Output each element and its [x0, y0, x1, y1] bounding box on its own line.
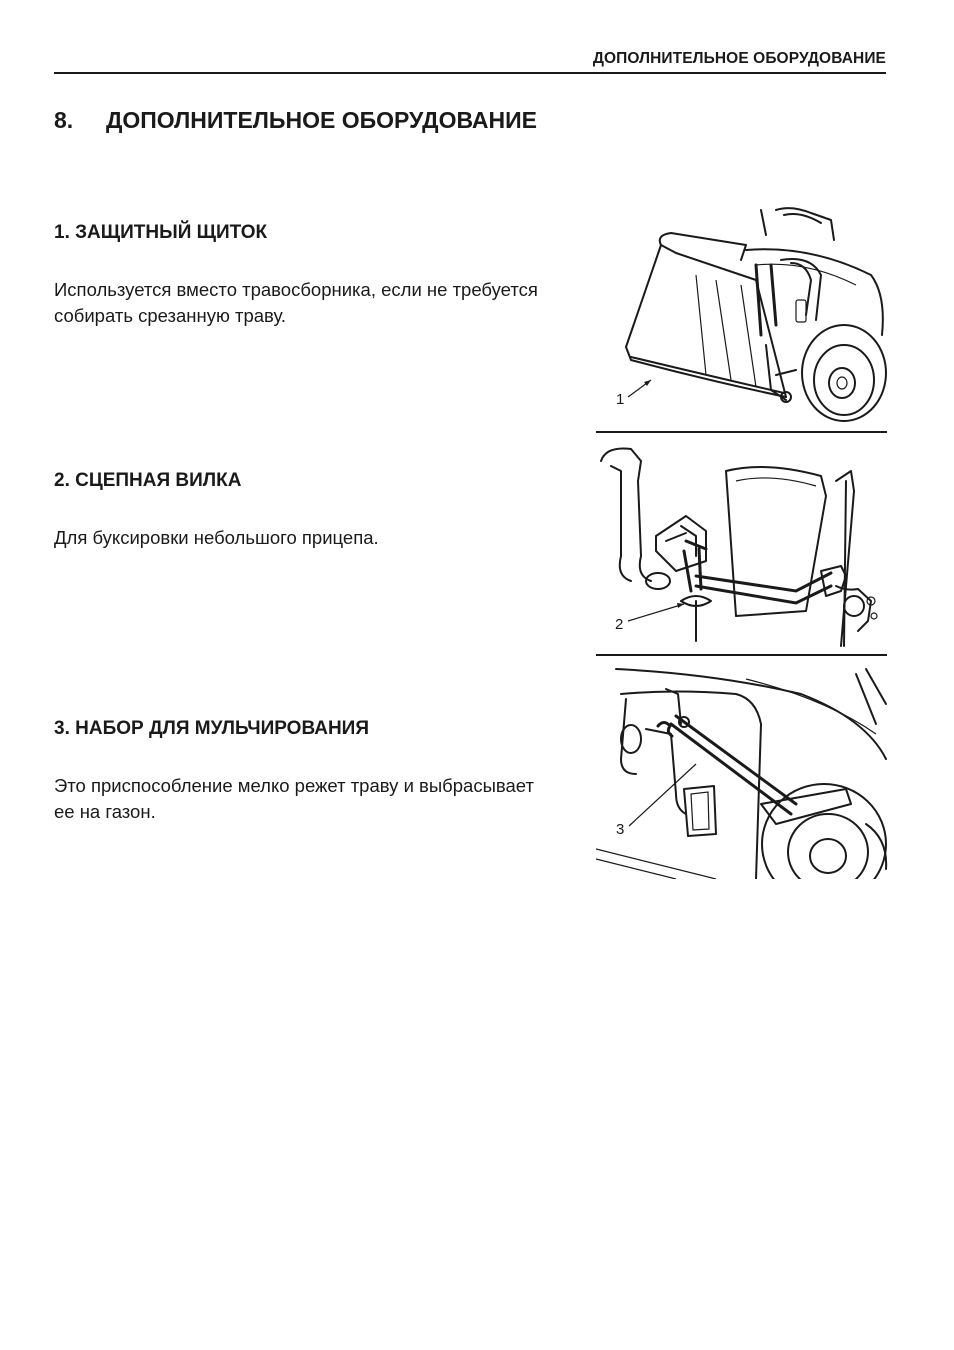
header-rule — [54, 72, 886, 74]
chapter-title: ДОПОЛНИТЕЛЬНОЕ ОБОРУДОВАНИЕ — [106, 107, 538, 133]
chapter-number: 8. — [54, 107, 74, 133]
callout-3: 3 — [616, 821, 625, 838]
running-header: ДОПОЛНИТЕЛЬНОЕ ОБОРУДОВАНИЕ — [592, 50, 886, 67]
deflector-shield-illustration — [596, 205, 888, 427]
callout-2: 2 — [615, 616, 624, 633]
section-2-title: 2. СЦЕПНАЯ ВИЛКА — [54, 470, 242, 491]
section-2-text: Для буксировки небольшого прицепа. — [54, 527, 379, 548]
section-1-title: 1. ЗАЩИТНЫЙ ЩИТОК — [54, 222, 268, 243]
figure-tow-hitch — [596, 441, 888, 651]
tow-hitch-illustration — [596, 441, 888, 651]
section-1-text: Используется вместо травосборника, если не требуется собирать срезанную траву. — [54, 279, 538, 326]
section-3-title: 3. НАБОР ДЛЯ МУЛЬЧИРОВАНИЯ — [54, 718, 369, 739]
figure-divider-1 — [596, 431, 887, 433]
figure-divider-2 — [596, 654, 887, 656]
figure-mulching-kit — [596, 664, 888, 879]
mulching-kit-illustration — [596, 664, 888, 879]
callout-1: 1 — [616, 391, 625, 408]
figure-deflector-shield — [596, 205, 888, 427]
chapter-heading — [54, 107, 537, 134]
section-3-text: Это приспособление мелко режет траву и выбрасывает ее на газон. — [54, 775, 534, 822]
